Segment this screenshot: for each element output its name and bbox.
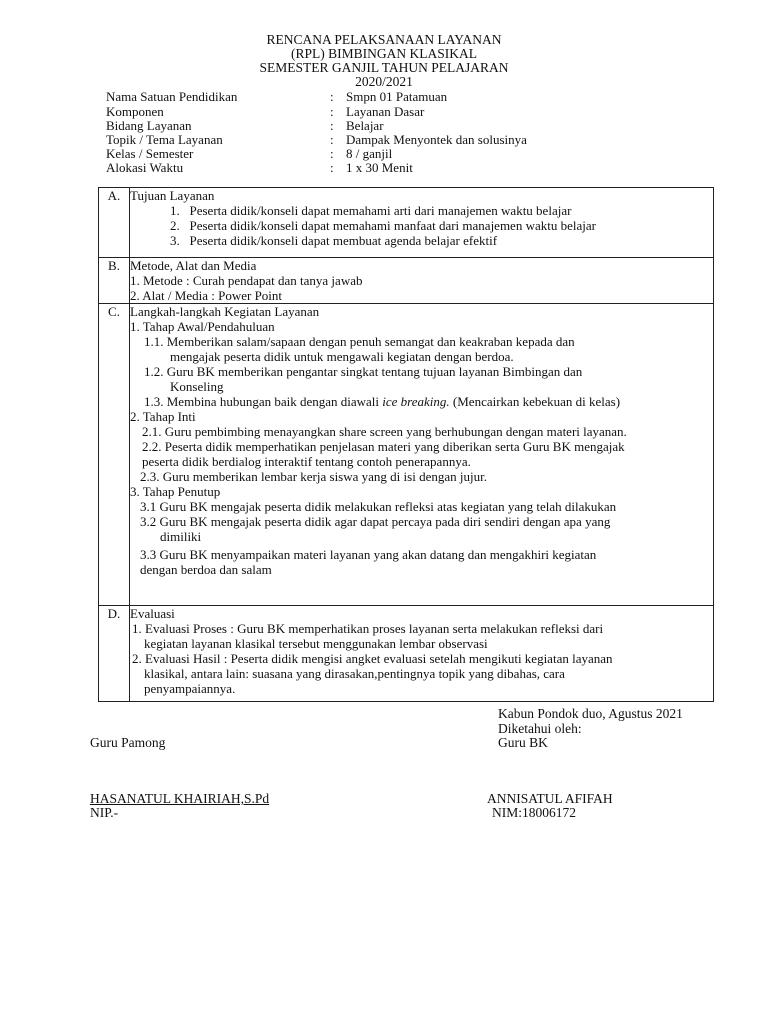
info-value: Layanan Dasar xyxy=(346,104,425,119)
info-value: 8 / ganjil xyxy=(346,146,393,161)
step-text: 1.3. Membina hubungan baik dengan diawali xyxy=(144,394,383,409)
item-text: Peserta didik/konseli dapat memahami manfaat dari manajemen waktu belajar xyxy=(189,218,596,233)
info-label: Bidang Layanan xyxy=(106,118,192,133)
section-d-content xyxy=(130,606,714,702)
media-line: 2. Alat / Media : Power Point xyxy=(130,288,283,303)
eval-item-cont: kegiatan layanan klasikal tersebut menggunakan lembar observasi xyxy=(144,636,488,651)
right-signer-name: ANNISATUL AFIFAH xyxy=(487,791,613,806)
info-value: Dampak Menyontek dan solusinya xyxy=(346,132,527,147)
info-colon: : xyxy=(330,89,334,104)
item-number: 1. xyxy=(170,203,180,218)
method-line: 1. Metode : Curah pendapat dan tanya jawab xyxy=(130,273,363,288)
item-number: 3. xyxy=(170,233,180,248)
info-colon: : xyxy=(330,132,334,147)
section-title: Evaluasi xyxy=(130,606,175,621)
right-signer-role: Guru BK xyxy=(498,735,548,750)
info-label: Nama Satuan Pendidikan xyxy=(106,89,238,104)
info-label: Komponen xyxy=(106,104,164,119)
item-text: Peserta didik/konseli dapat membuat agenda belajar efektif xyxy=(189,233,498,248)
section-b-content xyxy=(130,258,714,304)
section-c-content xyxy=(130,304,714,606)
section-title: Metode, Alat dan Media xyxy=(130,258,257,273)
title-line-3: SEMESTER GANJIL TAHUN PELAJARAN xyxy=(259,60,509,75)
section-letter: D. xyxy=(99,606,130,702)
title-line-1: RENCANA PELAKSANAAN LAYANAN xyxy=(266,32,502,47)
step-item-cont: peserta didik berdialog interaktif tentang contoh penerapannya. xyxy=(142,454,471,469)
place-date: Kabun Pondok duo, Agustus 2021 xyxy=(498,706,683,721)
info-colon: : xyxy=(330,118,334,133)
step-item: 3.1 Guru BK mengajak peserta didik melakukan refleksi atas kegiatan yang telah dilakukan xyxy=(140,499,617,514)
list-item xyxy=(130,218,713,233)
list-item xyxy=(130,203,713,218)
rpl-table xyxy=(98,187,714,702)
section-letter: B. xyxy=(99,258,130,304)
section-c-row xyxy=(99,304,714,606)
list-item xyxy=(130,233,713,248)
eval-item: 2. Evaluasi Hasil : Peserta didik mengisi angket evaluasi setelah mengikuti kegiatan layanan xyxy=(132,651,613,666)
section-title: Langkah-langkah Kegiatan Layanan xyxy=(130,304,320,319)
info-value: 1 x 30 Menit xyxy=(346,160,413,175)
info-colon: : xyxy=(330,104,334,119)
section-a-row xyxy=(99,188,714,258)
step-item-cont: mengajak peserta didik untuk mengawali kegiatan dengan berdoa. xyxy=(170,349,514,364)
eval-item-cont: klasikal, antara lain: suasana yang dirasakan,pentingnya topik yang dibahas, cara xyxy=(144,666,565,681)
step-item: 3.3 Guru BK menyampaikan materi layanan yang akan datang dan mengakhiri kegiatan xyxy=(140,547,597,562)
item-text: Peserta didik/konseli dapat memahami arti dari manajemen waktu belajar xyxy=(189,203,572,218)
info-label: Topik / Tema Layanan xyxy=(106,132,223,147)
section-b-row xyxy=(99,258,714,304)
step-item: 1.2. Guru BK memberikan pengantar singkat tentang tujuan layanan Bimbingan dan xyxy=(144,364,583,379)
info-colon: : xyxy=(330,160,334,175)
step-item: 1.1. Memberikan salam/sapaan dengan penuh semangat dan keakraban kepada dan xyxy=(144,334,575,349)
phase-title: 2. Tahap Inti xyxy=(130,409,196,424)
info-label: Alokasi Waktu xyxy=(106,160,184,175)
title-line-4: 2020/2021 xyxy=(355,74,413,89)
step-item: 3.2 Guru BK mengajak peserta didik agar dapat percaya pada diri sendiri dengan apa yang xyxy=(140,514,611,529)
step-item xyxy=(130,394,711,409)
left-signer-id: NIP.- xyxy=(90,805,119,820)
eval-item-cont: penyampaiannya. xyxy=(144,681,236,696)
step-item-cont: Konseling xyxy=(170,379,224,394)
section-a-content xyxy=(130,188,714,258)
info-value: Smpn 01 Patamuan xyxy=(346,89,448,104)
step-item: 2.3. Guru memberikan lembar kerja siswa yang di isi dengan jujur. xyxy=(140,469,487,484)
section-d-row xyxy=(99,606,714,702)
eval-item: 1. Evaluasi Proses : Guru BK memperhatikan proses layanan serta melakukan refleksi dari xyxy=(132,621,604,636)
step-item-cont: dimiliki xyxy=(160,529,202,544)
section-letter: A. xyxy=(99,188,130,258)
phase-title: 1. Tahap Awal/Pendahuluan xyxy=(130,319,275,334)
right-signer-id: NIM:18006172 xyxy=(492,805,576,820)
left-signer-name: HASANATUL KHAIRIAH,S.Pd xyxy=(90,791,270,806)
item-number: 2. xyxy=(170,218,180,233)
known-by: Diketahui oleh: xyxy=(498,721,582,736)
title-line-2: (RPL) BIMBINGAN KLASIKAL xyxy=(291,46,477,61)
step-text-italic: ice breaking. xyxy=(382,394,450,409)
section-title: Tujuan Layanan xyxy=(130,188,215,203)
left-signer-role: Guru Pamong xyxy=(90,735,166,750)
step-item: 2.1. Guru pembimbing menayangkan share screen yang berhubungan dengan materi layanan. xyxy=(142,424,627,439)
info-value: Belajar xyxy=(346,118,384,133)
step-text: (Mencairkan kebekuan di kelas) xyxy=(449,394,621,409)
info-label: Kelas / Semester xyxy=(106,146,194,161)
info-colon: : xyxy=(330,146,334,161)
section-letter: C. xyxy=(99,304,130,606)
phase-title: 3. Tahap Penutup xyxy=(130,484,221,499)
step-item: 2.2. Peserta didik memperhatikan penjelasan materi yang diberikan serta Guru BK mengajak xyxy=(142,439,625,454)
step-item-cont: dengan berdoa dan salam xyxy=(140,562,272,577)
